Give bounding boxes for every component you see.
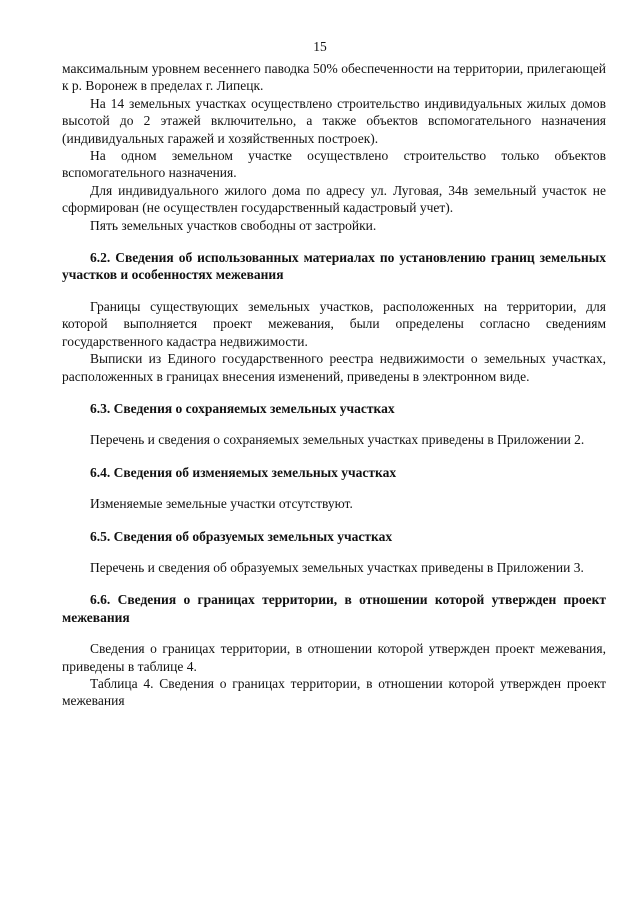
paragraph: Перечень и сведения об образуемых земельных участках приведены в Приложении 3. xyxy=(90,559,584,575)
paragraph: Изменяемые земельные участки отсутствуют. xyxy=(90,496,353,512)
table-caption: Таблица 4. Сведения о границах территории, в отношении которой утвержден проект межевания xyxy=(62,675,606,709)
section-heading-6-2: 6.2. Сведения об использованных материалах по установлению границ земельных участков и особенностях межевания xyxy=(62,250,606,283)
paragraph: На одном земельном участке осуществлено строительство только объектов вспомогательного назначения. xyxy=(62,148,606,181)
section-heading-6-4: 6.4. Сведения об изменяемых земельных участках xyxy=(90,464,397,480)
paragraph: Для индивидуального жилого дома по адресу ул. Луговая, 34в земельный участок не сформирован (не осуществлен государственный кадастровый учет). xyxy=(62,182,606,216)
page-content xyxy=(62,60,606,710)
paragraph: Пять земельных участков свободны от застройки. xyxy=(90,217,377,233)
page-number: 15 xyxy=(313,39,327,54)
paragraph: максимальным уровнем весеннего паводка 50% обеспеченности на территории, прилегающей к р. Воронеж в пределах г. Липецк. xyxy=(62,61,606,94)
paragraph: Границы существующих земельных участков, расположенных на территории, для которой выполняется проект межевания, были определены согласно сведениям государственного кадастра недвижимости. xyxy=(62,298,606,349)
paragraph: Перечень и сведения о сохраняемых земельных участках приведены в Приложении 2. xyxy=(90,432,585,448)
section-heading-6-6: 6.6. Сведения о границах территории, в отношении которой утвержден проект межевания xyxy=(62,592,606,625)
paragraph: Выписки из Единого государственного реестра недвижимости о земельных участках, расположенных в границах внесения изменений, приведены в электронном виде. xyxy=(62,351,606,384)
paragraph: Сведения о границах территории, в отношении которой утвержден проект межевания, приведены в таблице 4. xyxy=(62,641,606,674)
section-heading-6-3: 6.3. Сведения о сохраняемых земельных участках xyxy=(90,400,395,416)
section-heading-6-5: 6.5. Сведения об образуемых земельных участках xyxy=(90,528,393,544)
paragraph: На 14 земельных участках осуществлено строительство индивидуальных жилых домов высотой до 2 этажей включительно, а также объектов вспомогательного назначения (индивидуальных гаражей и хозяйственных построек). xyxy=(62,95,606,146)
